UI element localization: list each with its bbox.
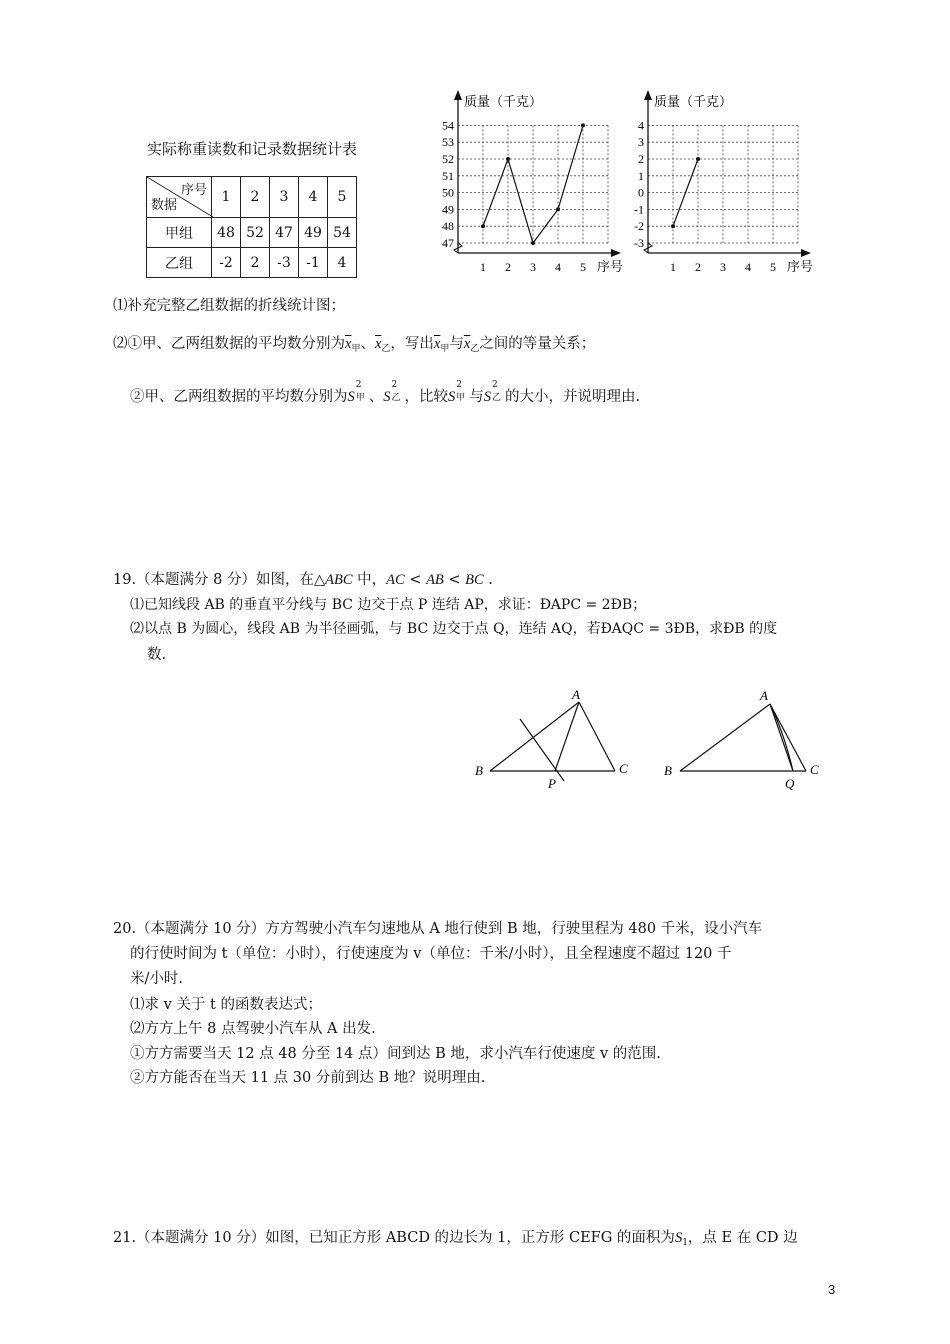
index-cell: 4 <box>299 177 328 218</box>
label-a: A <box>572 687 580 702</box>
x-tick-label: 1 <box>480 260 486 274</box>
value-cell: 48 <box>212 218 241 248</box>
x-axis-arrow <box>801 249 811 257</box>
label-b: B <box>664 763 672 778</box>
segment-ac <box>579 702 615 771</box>
label-a: A <box>760 688 768 703</box>
index-cell: 3 <box>270 177 299 218</box>
x-tick-label: 1 <box>670 260 676 274</box>
x-tick-label: 5 <box>770 260 776 274</box>
y-tick-label: -1 <box>634 202 644 217</box>
label-c: C <box>619 761 628 776</box>
value-cell: -1 <box>299 248 328 278</box>
y-tick-label: -2 <box>634 219 644 234</box>
y-axis-label: 质量（千克） <box>464 94 543 109</box>
data-point <box>481 224 485 228</box>
q20-part1: ⑴求 v 关于 t 的函数表达式； <box>130 997 322 1013</box>
table-title: 实际称重读数和记录数据统计表 <box>147 140 358 158</box>
index-cell: 1 <box>212 177 241 218</box>
x-axis-label: 序号 <box>787 259 814 274</box>
table-row-jia <box>147 218 357 248</box>
q20-part2-a: ①方方需要当天 12 点 48 分至 14 点）间到达 B 地，求小汽车行使速度 v 的范围. <box>130 1046 661 1062</box>
x-tick-label: 3 <box>530 260 536 274</box>
value-cell: 54 <box>328 218 357 248</box>
q21-stem: 21.（本题满分 10 分）如图，已知正方形 ABCD 的边长为 1，正方形 CEFG 的面积为$S_1$，点 E 在 CD 边 <box>113 1230 798 1248</box>
x-tick-label: 4 <box>555 260 561 274</box>
value-cell: 47 <box>270 218 299 248</box>
segment-ac <box>770 704 806 771</box>
y-tick-label: 3 <box>638 135 644 150</box>
y-tick-label: 48 <box>442 219 454 234</box>
q18-part2: ⑵①甲、乙两组数据的平均数分别为$\overline{x}_甲$、$\overline{x}_乙$，写出$\overline{x}_甲$与$\overline{x}_乙$之间的等量关系； <box>113 336 596 354</box>
q19-figure-1 <box>470 685 640 795</box>
x-tick-label: 2 <box>695 260 701 274</box>
y-tick-label: 4 <box>638 118 644 133</box>
value-cell: 4 <box>328 248 357 278</box>
data-point <box>556 207 560 211</box>
segment-ba <box>680 704 770 771</box>
segment-ba <box>490 702 579 771</box>
chart-jia <box>430 88 630 288</box>
segment-aq <box>770 704 793 771</box>
q20-part2: ⑵方方上午 8 点驾驶小汽车从 A 出发. <box>130 1021 376 1037</box>
value-cell: 49 <box>299 218 328 248</box>
y-tick-label: 49 <box>442 202 454 217</box>
y-tick-label: 1 <box>638 168 644 183</box>
header-index-label: 序号 <box>180 183 207 198</box>
diagonal-header-cell <box>147 177 212 218</box>
q20-stem-2: 的行使时间为 t（单位：小时），行使速度为 v（单位：千米/小时），且全程速度不超过 120 千 <box>130 946 732 962</box>
y-tick-label: 52 <box>442 152 454 166</box>
row-label: 乙组 <box>147 248 212 278</box>
table-row-yi <box>147 248 357 278</box>
q18-part3: ②甲、乙两组数据的平均数分别为S 2 甲 、S 2 乙 ，比较S 2 甲 与S 2 乙 的大小，并说明理由. <box>130 380 641 405</box>
label-p: P <box>548 776 556 791</box>
x-tick-label: 2 <box>505 260 511 274</box>
segment-ap <box>555 702 579 771</box>
y-tick-label: 50 <box>442 185 454 200</box>
q19-stem: 19.（本题满分 8 分）如图，在△ABC 中，AC < AB < BC . <box>113 572 493 588</box>
label-b: B <box>475 763 483 778</box>
table-header-row <box>147 177 357 218</box>
x-axis-arrow <box>611 249 621 257</box>
q20-part2-b: ②方方能否在当天 11 点 30 分前到达 B 地？说明理由. <box>130 1070 486 1086</box>
chart-yi <box>630 88 814 288</box>
value-cell: -2 <box>212 248 241 278</box>
y-tick-label: 47 <box>442 236 454 250</box>
data-point <box>581 123 585 127</box>
y-axis-arrow <box>454 90 462 100</box>
q20-stem-3: 米/小时. <box>130 971 183 987</box>
y-axis-arrow <box>644 90 652 100</box>
header-data-label: 数据 <box>151 198 178 213</box>
stat-table <box>146 176 357 278</box>
label-q: Q <box>785 776 795 791</box>
page-number: 3 <box>828 1282 836 1297</box>
q19-part2-cont: 数. <box>147 647 167 663</box>
row-label: 甲组 <box>147 218 212 248</box>
value-cell: -3 <box>270 248 299 278</box>
q18-part1: ⑴补充完整乙组数据的折线统计图； <box>113 298 345 314</box>
value-cell: 2 <box>241 248 270 278</box>
x-tick-label: 5 <box>580 260 586 274</box>
index-cell: 2 <box>241 177 270 218</box>
y-tick-label: 0 <box>638 185 644 200</box>
data-point <box>696 157 700 161</box>
y-tick-label: 54 <box>442 118 454 133</box>
data-point <box>671 224 675 228</box>
x-tick-label: 3 <box>720 260 726 274</box>
q19-part2: ⑵以点 B 为圆心，线段 AB 为半径画弧，与 BC 边交于点 Q，连结 AQ，若ÐAQC = 3ÐB，求ÐB 的度 <box>130 621 778 637</box>
y-axis-label: 质量（千克） <box>654 94 733 109</box>
data-point <box>506 157 510 161</box>
y-tick-label: 2 <box>638 152 644 166</box>
x-axis-label: 序号 <box>597 259 624 274</box>
y-tick-label: 51 <box>442 168 454 183</box>
index-cell: 5 <box>328 177 357 218</box>
x-tick-label: 4 <box>745 260 751 274</box>
data-point <box>531 241 535 245</box>
value-cell: 52 <box>241 218 270 248</box>
y-tick-label: -3 <box>634 236 644 250</box>
label-c: C <box>810 762 819 777</box>
q19-part1: ⑴已知线段 AB 的垂直平分线与 BC 边交于点 P 连结 AP，求证：ÐAPC = 2ÐB； <box>130 597 647 613</box>
perpendicular-bisector <box>520 719 564 781</box>
q20-stem-1: 20.（本题满分 10 分）方方驾驶小汽车匀速地从 A 地行使到 B 地，行驶里程为 480 千米，设小汽车 <box>113 921 763 937</box>
y-tick-label: 53 <box>442 135 454 150</box>
q19-figure-2 <box>660 685 830 795</box>
